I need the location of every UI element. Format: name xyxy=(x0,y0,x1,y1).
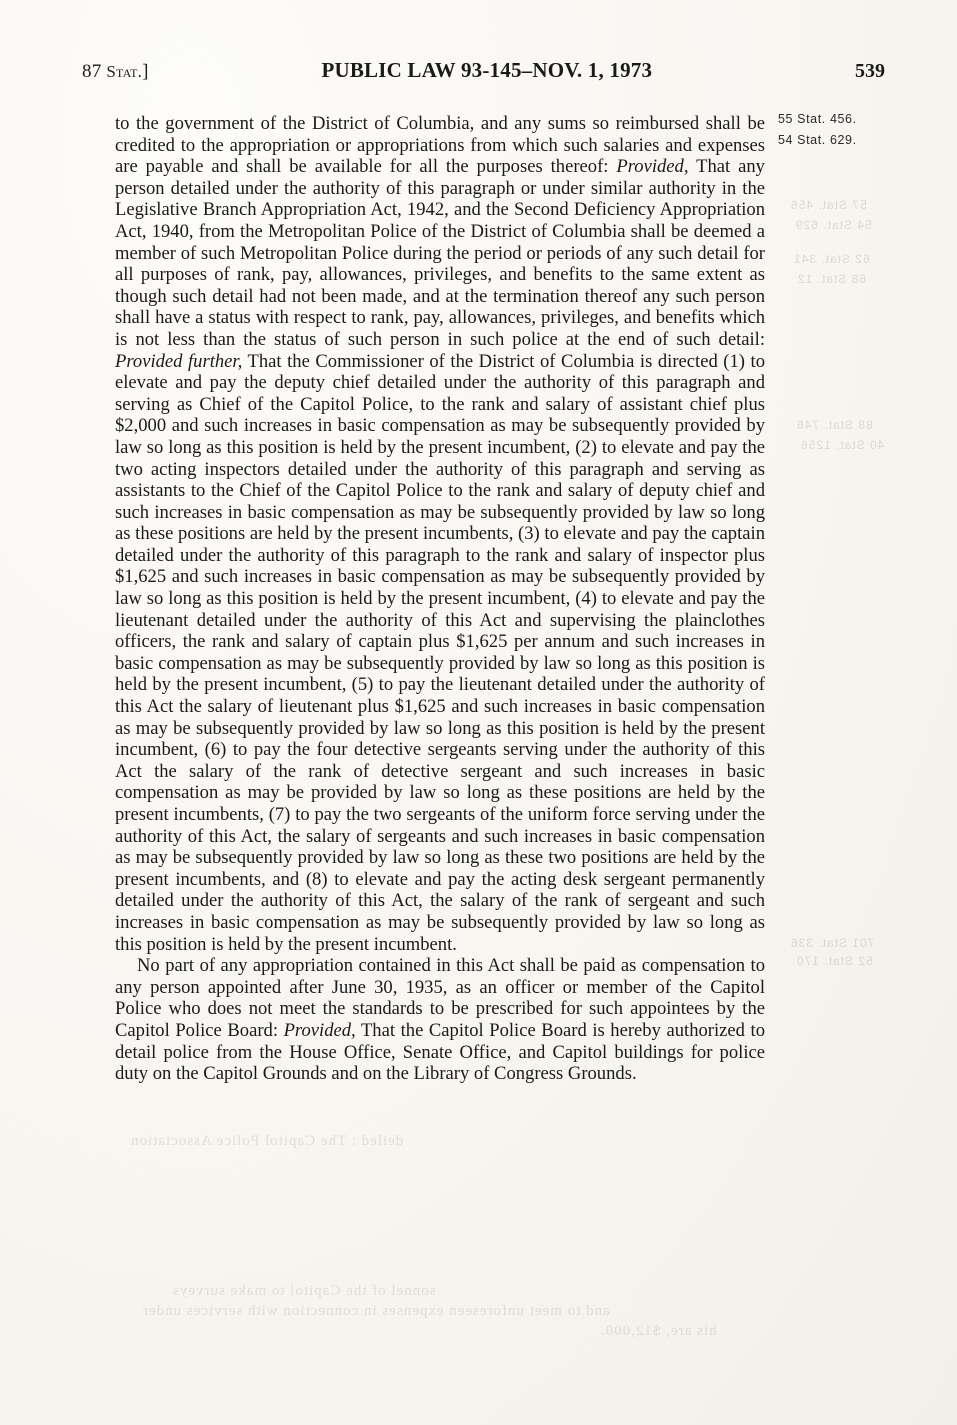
page-header xyxy=(82,58,885,88)
show-through-text: sonnel of the Capitol to make surveys xyxy=(172,1283,436,1299)
header-bracket: ] xyxy=(142,61,149,82)
header-stat-label: Stat. xyxy=(106,62,143,81)
page-number: 539 xyxy=(855,60,885,82)
proviso-2: Provided further, xyxy=(115,350,243,372)
proviso-1: Provided, xyxy=(616,156,689,178)
show-through-text: deiled : The Capitol Police Association xyxy=(130,1133,404,1149)
sidenote-2: 54 Stat. 629. xyxy=(778,133,857,147)
show-through-text: 88 Stat. 746 xyxy=(796,418,873,432)
paragraph-2 xyxy=(115,955,765,1085)
show-through-text: 52 Stat. 170 xyxy=(796,954,873,968)
paragraph-1 xyxy=(115,113,765,955)
proviso-3: Provided, xyxy=(283,1019,356,1041)
show-through-text: 62 Stat. 341 xyxy=(793,252,870,266)
header-title: PUBLIC LAW 93-145–NOV. 1, 1973 xyxy=(321,58,653,82)
show-through-text: 68 Stat. 12 xyxy=(797,272,867,286)
header-volume-number: 87 xyxy=(82,61,102,82)
body-text xyxy=(115,113,765,1085)
paragraph-1-part-c: That the Commissioner of the District of Columbia is directed (1) to elevate and pay the deputy chief detailed under the authority of this paragraph and serving as Chief of the Capitol Police, to the rank and salary of assistant chief plus $2,000 and such increases in basic compensation as may be subsequently provided by law so long as this position is held by the present incumbent, (2) to elevate and pay the two acting inspectors detailed under the authority of this paragraph and serving as assistants to the Chief of the Capitol Police to the rank and salary of deputy chief and such increases in basic compensation as may be subsequently provided by law so long as these positions are held by the present incumbents, (3) to elevate and pay the captain detailed under the authority of this paragraph to the rank and salary of inspector plus $1,625 and such increases in basic compensation as may be subsequently provided by law so long as this position is held by the present incumbent, (4) to elevate and pay the lieutenant detailed under the authority of this Act and supervising the plainclothes officers, the rank and salary of captain plus $1,625 per annum and such increases in basic compensation as may be subsequently provided by law so long as this position is held by the present incumbent, (5) to pay the lieutenant detailed under the authority of this Act the salary of lieutenant plus $1,625 and such increases in basic compensation as may be subsequently provided by law so long as this position is held by the present incumbent, (6) to pay the four detective sergeants serving under the authority of this Act the salary of the rank of detective sergeant and such increases in basic compensation as may be provided by law so long as these positions are held by the present incumbents, (7) to pay the two sergeants of the uniform force serving under the authority of this Act, the salary of sergeants and such increases in basic compensation as may be subsequently provided by law so long as these two positions are held by the present incumbents, and (8) to elevate and pay the acting desk sergeant permanently detailed under the authority of this Act, the salary of the rank of sergeant and such increases in basic compensation as may be subsequently provided by law so long as this position is held by the present incumbent. xyxy=(115,350,765,955)
sidenote-1: 55 Stat. 456. xyxy=(778,112,857,126)
show-through-text: his are, $12,000. xyxy=(600,1323,717,1339)
header-volume xyxy=(82,61,149,83)
show-through-text: 701 Stat. 336 xyxy=(790,936,875,950)
show-through-text: and to meet unforeseen expenses in connection with services under xyxy=(142,1303,610,1319)
show-through-text: 54 Stat. 629 xyxy=(795,218,872,232)
show-through-text: 40 Stat. 1256 xyxy=(800,438,885,452)
show-through-text: 57 Stat. 456 xyxy=(790,198,867,212)
paragraph-1-part-b: That any person detailed under the authority of this paragraph or under similar authority in the Legislative Branch Appropriation Act, 1942, and the Second Deficiency Appropriation Act, 1940, from the Metropolitan Police of the District of Columbia shall be deemed a member of such Metropolitan Police during the period or periods of any such detail for all purposes of rank, pay, allowances, privileges, and benefits to the same extent as though such detail had not been made, and at the termination thereof any such person shall have a status with respect to rank, pay, allowances, privileges, and benefits which is not less than the status of such person in such police at the end of such detail: xyxy=(115,156,765,350)
paragraph-2-part-a: No part of any appropriation contained in this Act shall be paid as compensation to any person appointed after June 30, 1935, as an officer or member of the Capitol Police who does not meet the standards to be prescribed for such appointees by the Capitol Police Board: xyxy=(115,955,765,1041)
paragraph-2-part-b: That the Capitol Police Board is hereby authorized to detail police from the House Office, Senate Office, and Capitol buildings for police duty on the Capitol Grounds and on the Library of Congress Grounds. xyxy=(115,1019,765,1085)
paragraph-1-part-a: to the government of the District of Columbia, and any sums so reimbursed shall be credited to the appropriation or appropriations from which such salaries and expenses are payable and shall be available for all the purposes thereof: xyxy=(115,113,765,178)
